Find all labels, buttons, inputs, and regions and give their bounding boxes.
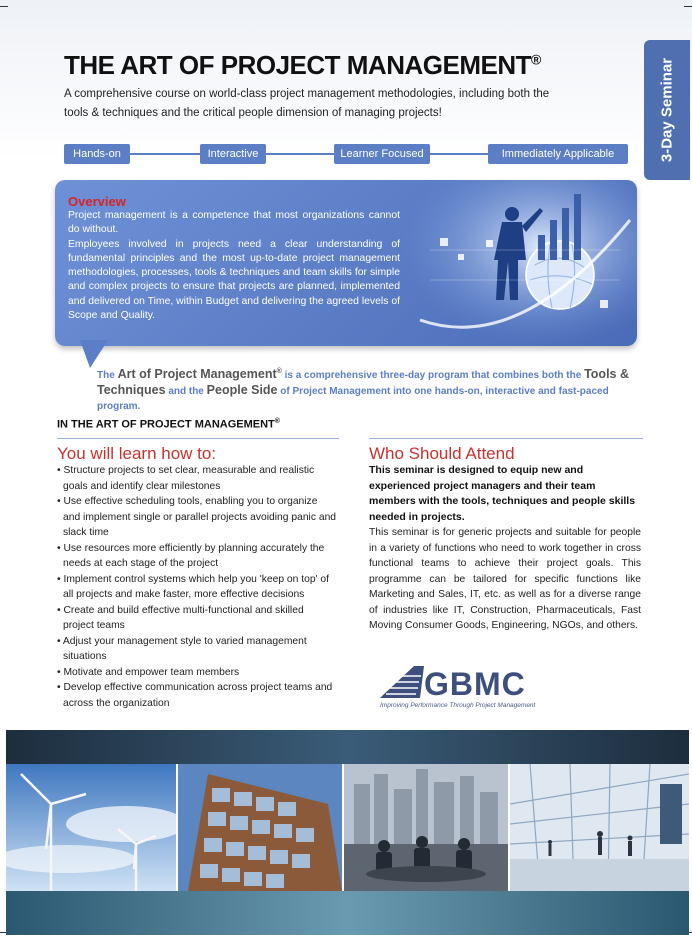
title-text: THE ART OF PROJECT MANAGEMENT xyxy=(64,50,531,80)
duration-label: 3-Day Seminar xyxy=(658,57,676,163)
subtitle: A comprehensive course on world-class project management methodologies, including both the tools & techniques and the critical people dimension of managing projects! xyxy=(64,88,550,119)
summary-highlight-text: Art of Project Management xyxy=(117,367,277,382)
pill-learner-focused: Learner Focused xyxy=(334,144,430,164)
list-item: • Develop effective communication across project teams and across the organization xyxy=(57,682,333,709)
learn-heading: You will learn how to: xyxy=(57,444,217,463)
business-growth-illustration xyxy=(400,180,637,346)
crop-mark xyxy=(0,6,8,7)
crop-mark xyxy=(684,6,692,7)
summary-highlight: People Side xyxy=(206,383,278,398)
pill-hands-on: Hands-on xyxy=(64,144,130,164)
wind-turbines-photo xyxy=(6,764,176,891)
summary-highlight: Tools & Techniques xyxy=(97,367,629,398)
divider xyxy=(57,438,339,439)
logo-tagline: Improving Performance Through Project Management xyxy=(380,702,536,709)
summary-text: The xyxy=(97,370,115,382)
pill-interactive: Interactive xyxy=(200,144,266,164)
registered-mark: ® xyxy=(276,368,282,375)
list-item: • Structure projects to set clear, measurable and realistic goals and identify clear milestones xyxy=(57,465,315,492)
summary-text: and the xyxy=(168,386,204,398)
airport-terminal-photo xyxy=(510,764,689,891)
business-meeting-photo xyxy=(344,764,508,891)
photo-band-top xyxy=(6,730,689,764)
registered-mark: ® xyxy=(274,418,280,425)
feature-pills xyxy=(64,144,628,164)
divider xyxy=(369,438,643,439)
duration-tab xyxy=(644,40,690,180)
summary-text: of Project Management into one hands-on, interactive and fast-paced program. xyxy=(97,386,609,413)
overview-heading: Overview xyxy=(68,194,126,209)
learn-list xyxy=(57,463,337,711)
list-item: • Motivate and empower team members xyxy=(57,666,240,678)
list-item: • Implement control systems which help you 'keep on top' of all projects and make faster, more effective decisions xyxy=(57,573,329,600)
photo-band-bottom xyxy=(6,891,689,935)
pill-immediately-applicable: Immediately Applicable xyxy=(488,144,628,164)
list-item: • Create and build effective multi-functional and skilled project teams xyxy=(57,604,304,631)
logo-wordmark: GBMC xyxy=(424,666,526,702)
glass-building-photo xyxy=(178,764,342,891)
list-item: • Use effective scheduling tools, enabling you to organize and implement single or parallel projects avoiding panic and slack time xyxy=(57,496,337,538)
overview-paragraph: Project management is a competence that most organizations cannot do without. xyxy=(68,210,400,236)
section-heading xyxy=(57,418,280,431)
list-item: • Use resources more efficiently by planning accurately the needs at each stage of the project xyxy=(57,542,325,569)
section-heading-text: IN THE ART OF PROJECT MANAGEMENT xyxy=(57,418,275,431)
who-description: This seminar is for generic projects and suitable for people in a variety of functions who need to work together in cross functional teams to achieve their project goals. This programme can be tailored for specific functions like Marketing and Sales, IT, etc. as well as for a diverse range of industries like IT, Construction, Pharmaceuticals, Fast Moving Consumer Goods, Engineering, NGOs, and others. xyxy=(369,527,641,631)
summary-text: is a comprehensive three-day program that combines both the xyxy=(284,370,582,382)
summary-highlight xyxy=(118,367,282,381)
list-item: • Adjust your management style to varied management situations xyxy=(57,635,307,662)
overview-text xyxy=(68,209,400,323)
registered-mark: ® xyxy=(530,51,541,68)
who-intro: This seminar is designed to equip new and experienced project managers and their team members with the tools, techniques and people skills needed in projects. xyxy=(369,464,636,523)
overview-paragraph: Employees involved in projects need a clear understanding of fundamental principles and the most up-to-date project management methodologies, processes, tools & techniques and team skills for simple and complex projects to ensure that projects are planned, implemented and delivered on Time, within Budget and delivering the agreed levels of Scope and Quality. xyxy=(68,238,400,322)
who-heading: Who Should Attend xyxy=(369,444,515,463)
program-summary xyxy=(97,364,647,414)
page-title xyxy=(64,50,541,81)
